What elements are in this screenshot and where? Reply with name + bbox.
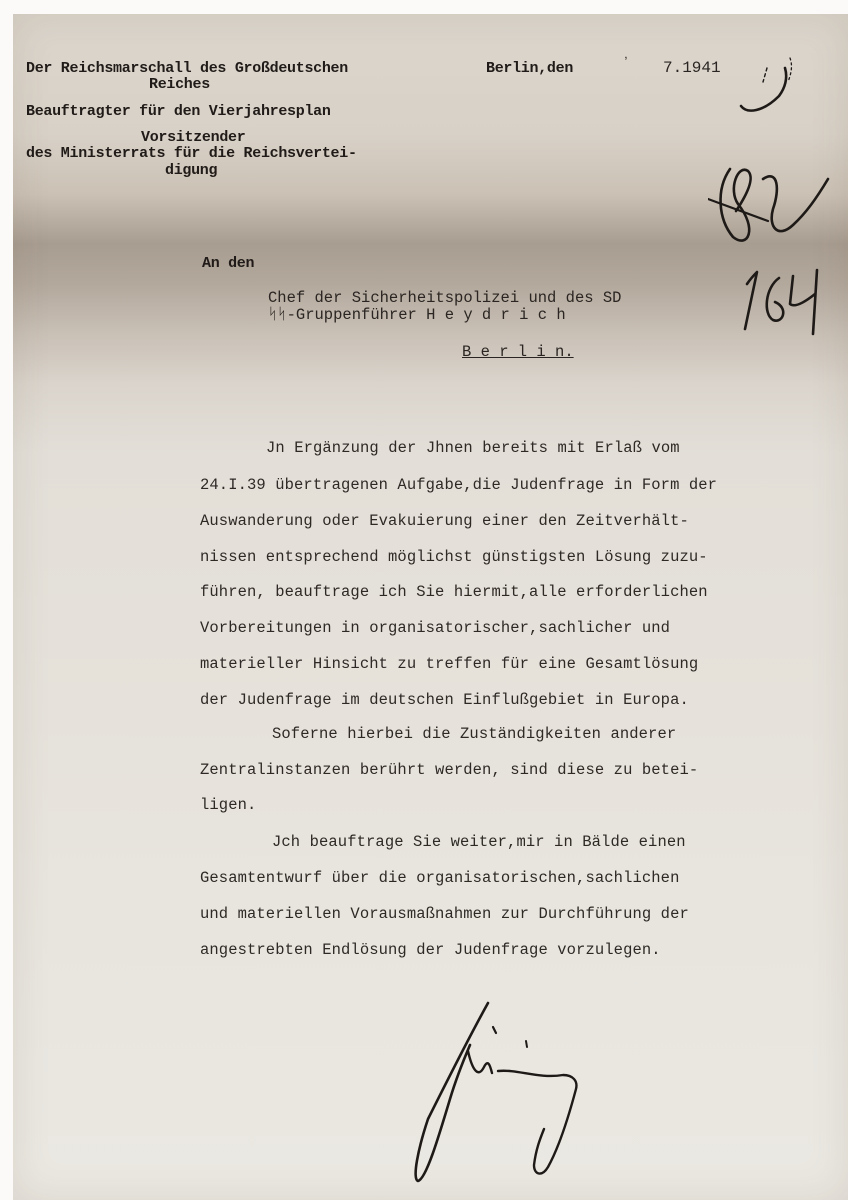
document-page <box>13 14 848 1200</box>
body-line: Auswanderung oder Evakuierung einer den Zeitverhält- <box>200 512 689 530</box>
body-line: Jn Ergänzung der Jhnen bereits mit Erlaß vom <box>266 439 680 457</box>
dateline-date: 7.1941 <box>663 59 721 77</box>
body-line: der Judenfrage im deutschen Einflußgebiet in Europa. <box>200 691 689 709</box>
body-line: führen, beauftrage ich Sie hiermit,alle erforderlichen <box>200 583 708 601</box>
body-line: und materiellen Vorausmaßnahmen zur Durchführung der <box>200 905 689 923</box>
checkmark-annotation-icon <box>733 54 808 124</box>
letterhead-line-4: Vorsitzender <box>141 129 246 146</box>
body-line: nissen entsprechend möglichst günstigsten Lösung zuzu- <box>200 548 708 566</box>
letterhead-line-3: Beauftragter für den Vierjahresplan <box>26 103 331 120</box>
handwritten-164-icon <box>735 264 825 339</box>
letterhead-line-5: des Ministerrats für die Reichsvertei- <box>26 145 357 162</box>
letterhead-line-6: digung <box>165 162 218 179</box>
body-line: angestrebten Endlösung der Judenfrage vorzulegen. <box>200 941 661 959</box>
addressee-line-2: ᛋᛋ-Gruppenführer H e y d r i c h <box>268 306 566 324</box>
body-line: Jch beauftrage Sie weiter,mir in Bälde einen <box>272 833 686 851</box>
letterhead-line-1: Der Reichsmarschall des Großdeutschen <box>26 60 348 77</box>
body-line: materieller Hinsicht zu treffen für eine Gesamtlösung <box>200 655 699 673</box>
body-line: ligen. <box>200 796 257 814</box>
body-line: 24.I.39 übertragenen Aufgabe,die Judenfrage in Form der <box>200 476 718 494</box>
signature-icon <box>398 989 598 1189</box>
body-line: Vorbereitungen in organisatorischer,sachlicher und <box>200 619 671 637</box>
dateline-place: Berlin,den <box>486 60 574 77</box>
body-line: Gesamtentwurf über die organisatorischen,sachlichen <box>200 869 680 887</box>
dateline-day-mark: ʼ <box>622 55 630 70</box>
addressee-line-1: Chef der Sicherheitspolizei und des SD <box>268 289 622 307</box>
salutation: An den <box>202 255 255 272</box>
body-line: Zentralinstanzen berührt werden, sind diese zu betei- <box>200 761 699 779</box>
body-line: Soferne hierbei die Zuständigkeiten anderer <box>272 725 677 743</box>
signature <box>398 989 598 1194</box>
letterhead-line-2: Reiches <box>149 76 210 93</box>
addressee-city: B e r l i n. <box>462 343 574 361</box>
page-number-annotation <box>735 264 825 344</box>
initials-annotation-icon <box>708 159 838 254</box>
